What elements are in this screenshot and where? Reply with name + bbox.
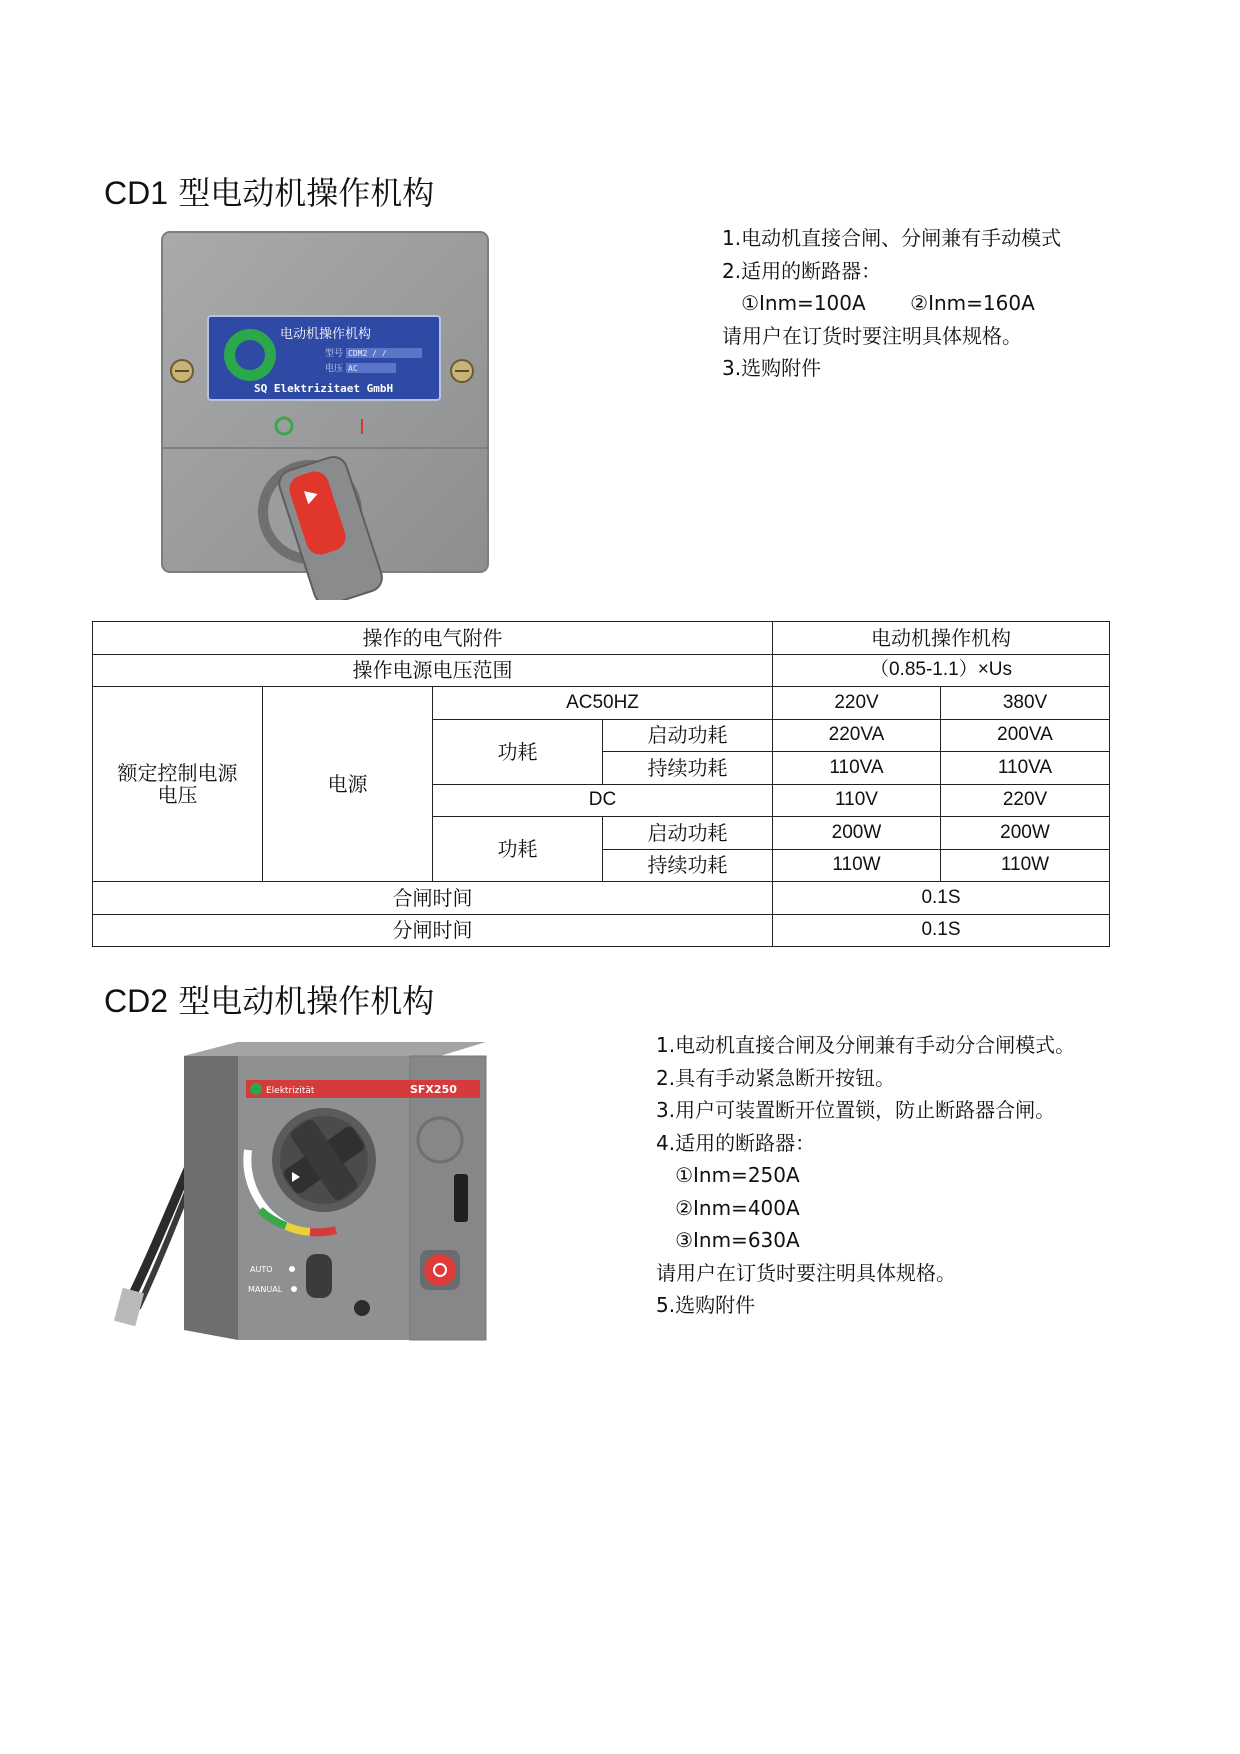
table-row (93, 622, 1110, 655)
table-row: 持续功耗 110W 110W (93, 849, 1110, 882)
cd2-auto-label: AUTO (250, 1265, 273, 1274)
cd2-manual-label: MANUAL (248, 1285, 283, 1294)
table-row: 合闸时间 0.1S (93, 882, 1110, 915)
electrical-spec-table (92, 621, 1110, 947)
table-row: DC 110V 220V (93, 784, 1110, 817)
cd2-brand: Elektrizität (266, 1086, 315, 1096)
cd2-spec-8: 请用户在订货时要注明具体规格。 (656, 1260, 956, 1285)
cd2-spec-list (656, 1029, 1075, 1322)
svg-text:型号: 型号 (325, 349, 344, 359)
cd2-spec-1: 1.电动机直接合闸及分闸兼有手动分合闸模式。 (656, 1033, 1076, 1057)
cd2-model: SFX250 (410, 1083, 457, 1096)
cd1-spec-4: 请用户在订货时要注明具体规格。 (722, 323, 1022, 348)
cd2-spec-5: ①Inm=250A (656, 1163, 800, 1187)
table-row: 持续功耗 110VA 110VA (93, 752, 1110, 785)
cd2-device-image (110, 1040, 490, 1350)
table-row: 功耗 启动功耗 220VA 200VA (93, 719, 1110, 752)
table-row: 额定控制电源 电压 电源 AC50HZ 220V 380V (93, 687, 1110, 720)
cd2-spec-4: 4.适用的断路器： (656, 1130, 816, 1155)
cd1-plate-title: 电动机操作机构 (280, 327, 372, 342)
cd1-on-indicator: I (359, 415, 365, 439)
cd1-spec-1: 1.电动机直接合闸、分闸兼有手动模式 (722, 226, 1062, 250)
table-row: 分闸时间 0.1S (93, 914, 1110, 947)
table-row: 操作电源电压范围 （0.85-1.1）×Us (93, 654, 1110, 687)
cd1-plate-company: SQ Elektrizitaet GmbH (254, 382, 394, 395)
cd1-spec-2: 2.适用的断路器： (722, 258, 882, 283)
cd1-spec-5: 3.选购附件 (722, 356, 822, 380)
cd1-spec-3: ①Inm=100A ②Inm=160A (722, 291, 1035, 315)
cd1-title: CD1 型电动机操作机构 (104, 174, 435, 212)
cd1-device-image (160, 230, 492, 600)
header-left: 操作的电气附件 (93, 622, 773, 655)
cd2-spec-7: ③Inm=630A (656, 1228, 800, 1252)
cd2-title: CD2 型电动机操作机构 (104, 982, 435, 1020)
cd2-spec-2: 2.具有手动紧急断开按钮。 (656, 1065, 896, 1090)
cd1-spec-list (722, 222, 1061, 385)
rated-voltage-label: 额定控制电源 电压 (93, 687, 263, 882)
power-label: 电源 (263, 687, 433, 882)
table-row: 功耗 启动功耗 200W 200W (93, 817, 1110, 850)
cd2-spec-3: 3.用户可装置断开位置锁，防止断路器合闸。 (656, 1098, 1056, 1122)
svg-text:CDM2 / /: CDM2 / / (348, 349, 387, 358)
cd2-spec-6: ②Inm=400A (656, 1195, 800, 1220)
header-right: 电动机操作机构 (773, 622, 1110, 655)
cd2-spec-9: 5.选购附件 (656, 1293, 756, 1317)
svg-text:电压: 电压 (325, 364, 344, 374)
svg-text:AC: AC (348, 364, 358, 373)
